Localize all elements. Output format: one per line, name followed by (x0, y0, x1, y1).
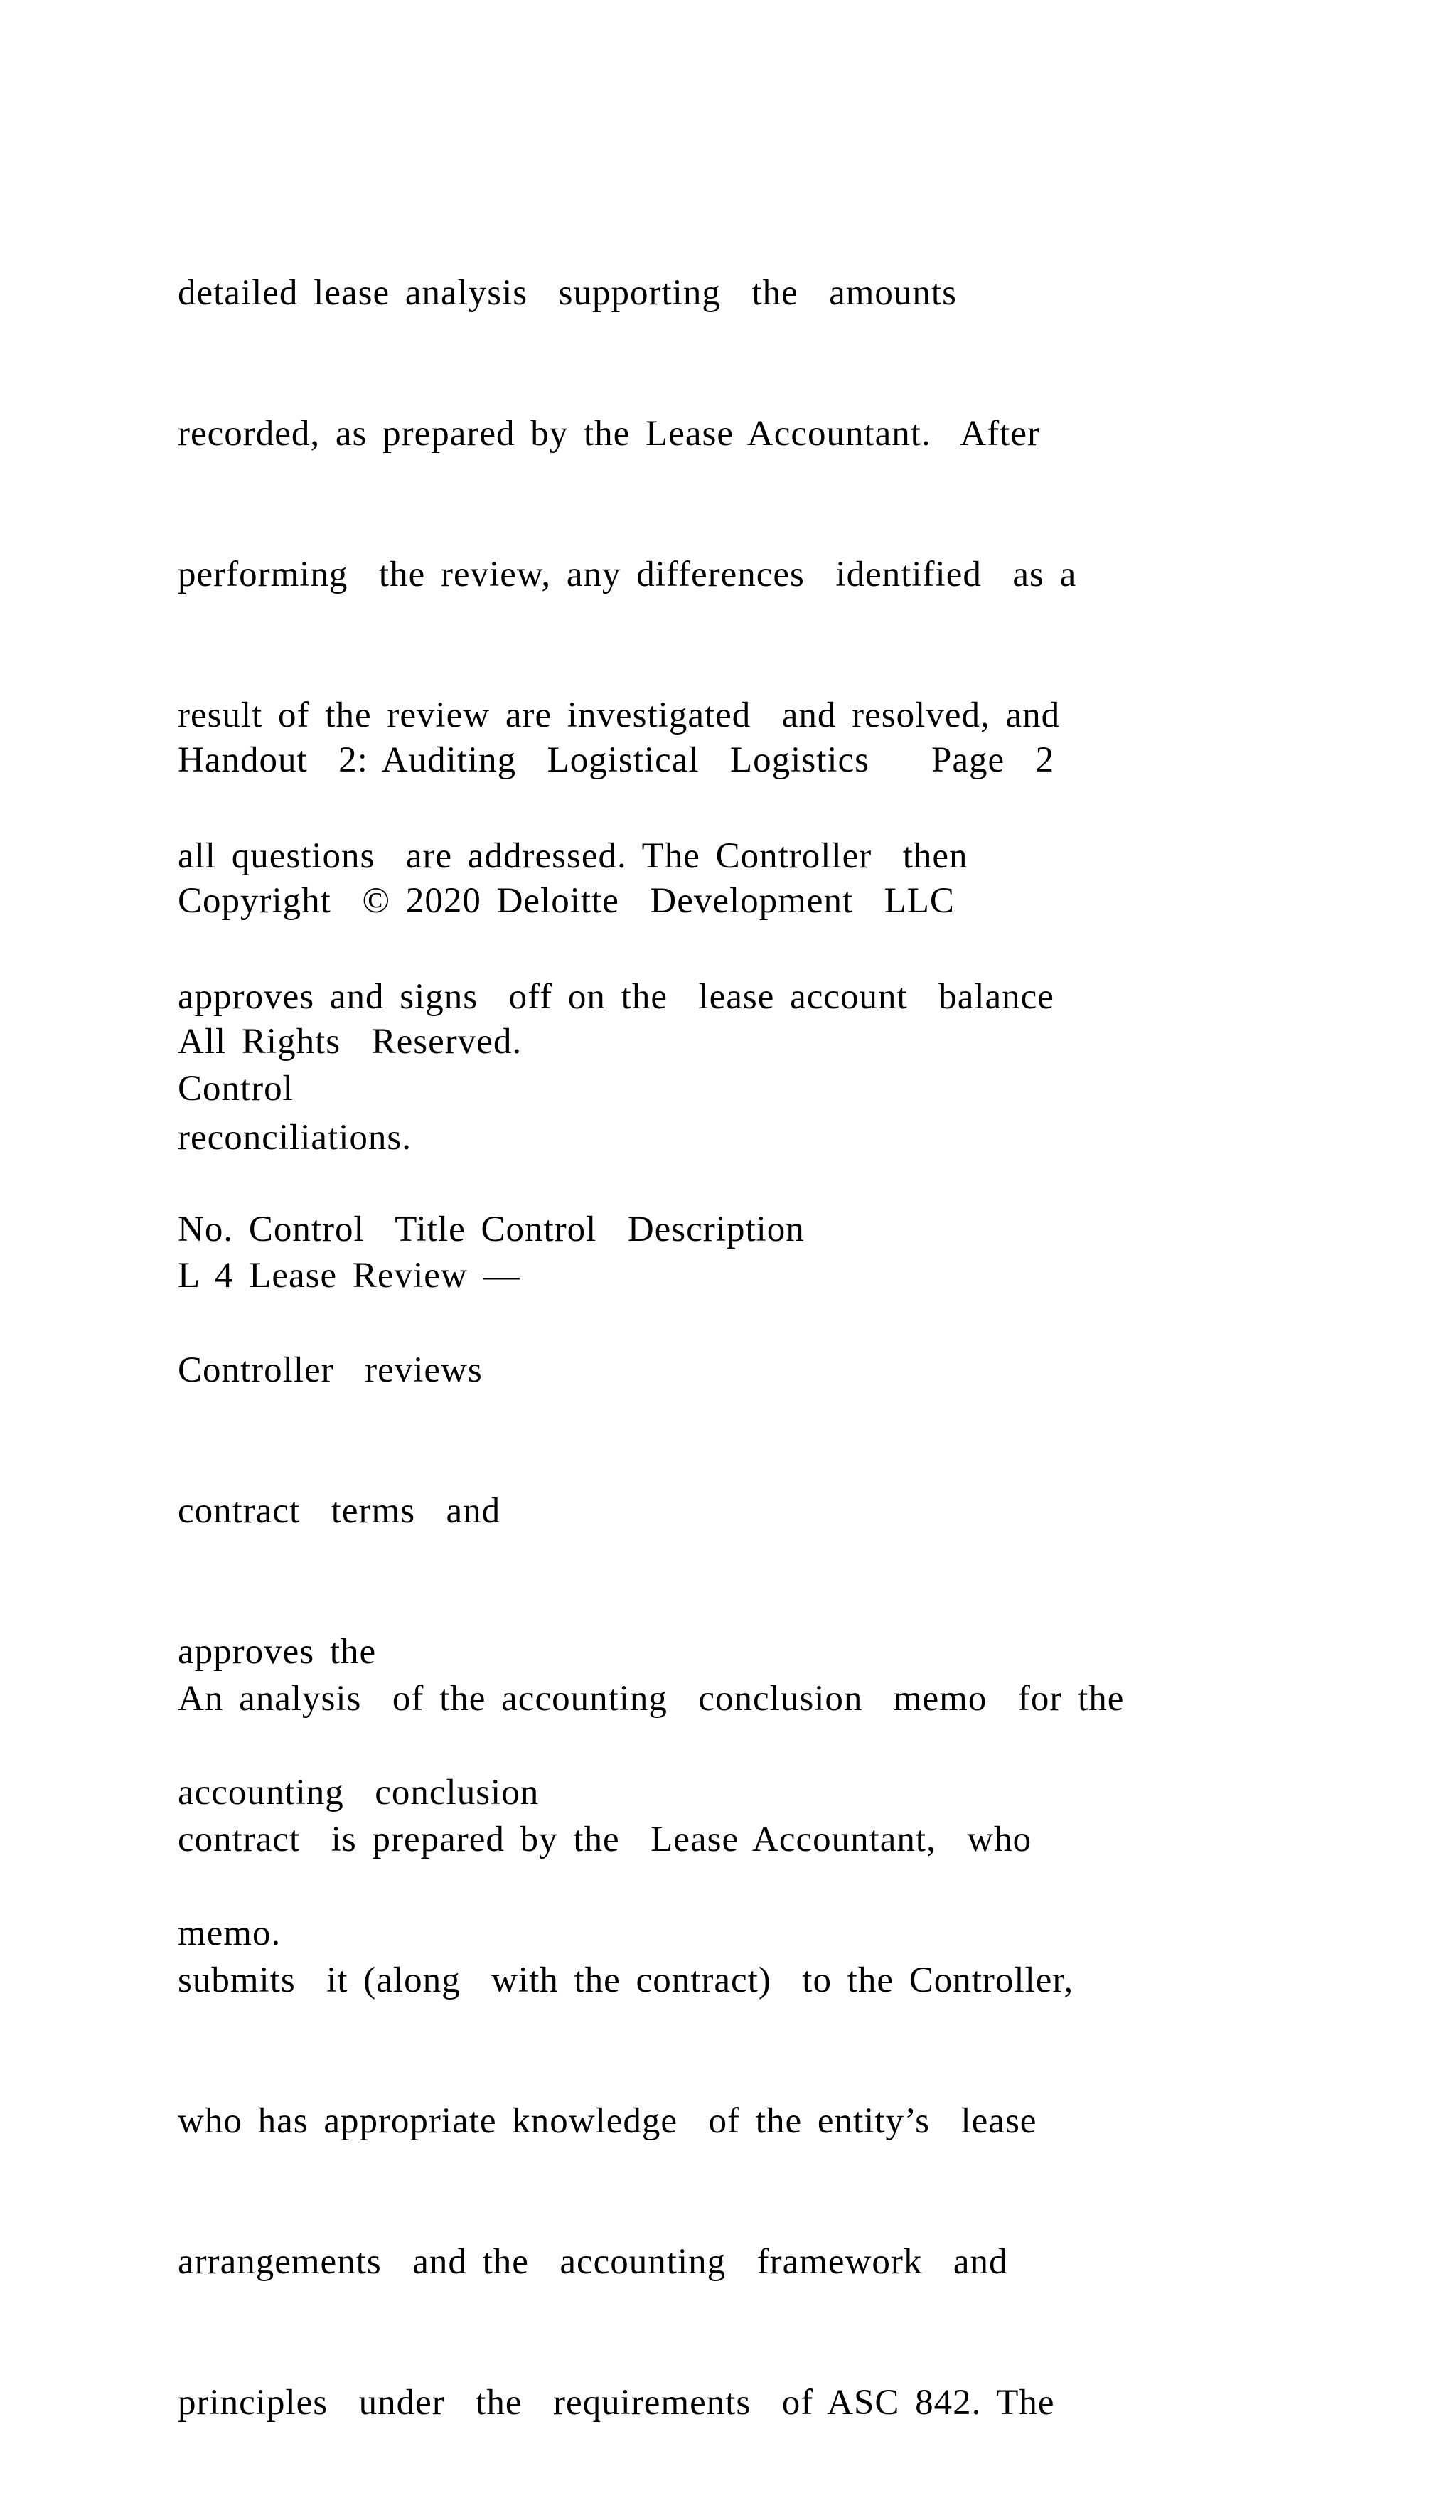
control-title-line: approves the (178, 1632, 377, 1672)
text-line: result of the review are investigated and resolved, and (178, 695, 1061, 735)
text-line: An analysis of the accounting conclusion memo for the (178, 1679, 1125, 1719)
control-title-line: accounting conclusion (178, 1773, 540, 1812)
control-title-line: contract terms and (178, 1491, 501, 1531)
text-line: approves and signs off on the lease account balance (178, 977, 1054, 1017)
footer-title: Handout 2: Auditing Logistical Logistics Page 2 (178, 740, 1055, 780)
control-id-line: L 4 Lease Review — (178, 1256, 520, 1296)
control-title-line: Controller reviews (178, 1350, 483, 1390)
text-line: recorded, as prepared by the Lease Accountant. After (178, 414, 1041, 454)
text-line: principles under the requirements of ASC 842. The (178, 2383, 1055, 2423)
text-line: who has appropriate knowledge of the entity’s lease (178, 2101, 1037, 2141)
control-description-paragraph (178, 1581, 1124, 2520)
control-title-line: memo. (178, 1913, 282, 1953)
text-line: contract is prepared by the Lease Accountant, who (178, 1820, 1032, 1859)
text-line: reconciliations. (178, 1118, 412, 1158)
copyright-line: Copyright © 2020 Deloitte Development LLC (178, 881, 955, 921)
header-line: No. Control Title Control Description (178, 1210, 805, 1249)
text-line: detailed lease analysis supporting the amounts (178, 273, 957, 313)
text-line: all questions are addressed. The Controller then (178, 836, 968, 876)
text-line: submits it (along with the contract) to the Controller, (178, 1960, 1074, 2000)
text-line: arrangements and the accounting framework and (178, 2242, 1008, 2282)
text-line: performing the review, any differences identified as a (178, 555, 1077, 594)
rights-line: All Rights Reserved. (178, 1022, 523, 1062)
header-line: Control (178, 1069, 294, 1109)
